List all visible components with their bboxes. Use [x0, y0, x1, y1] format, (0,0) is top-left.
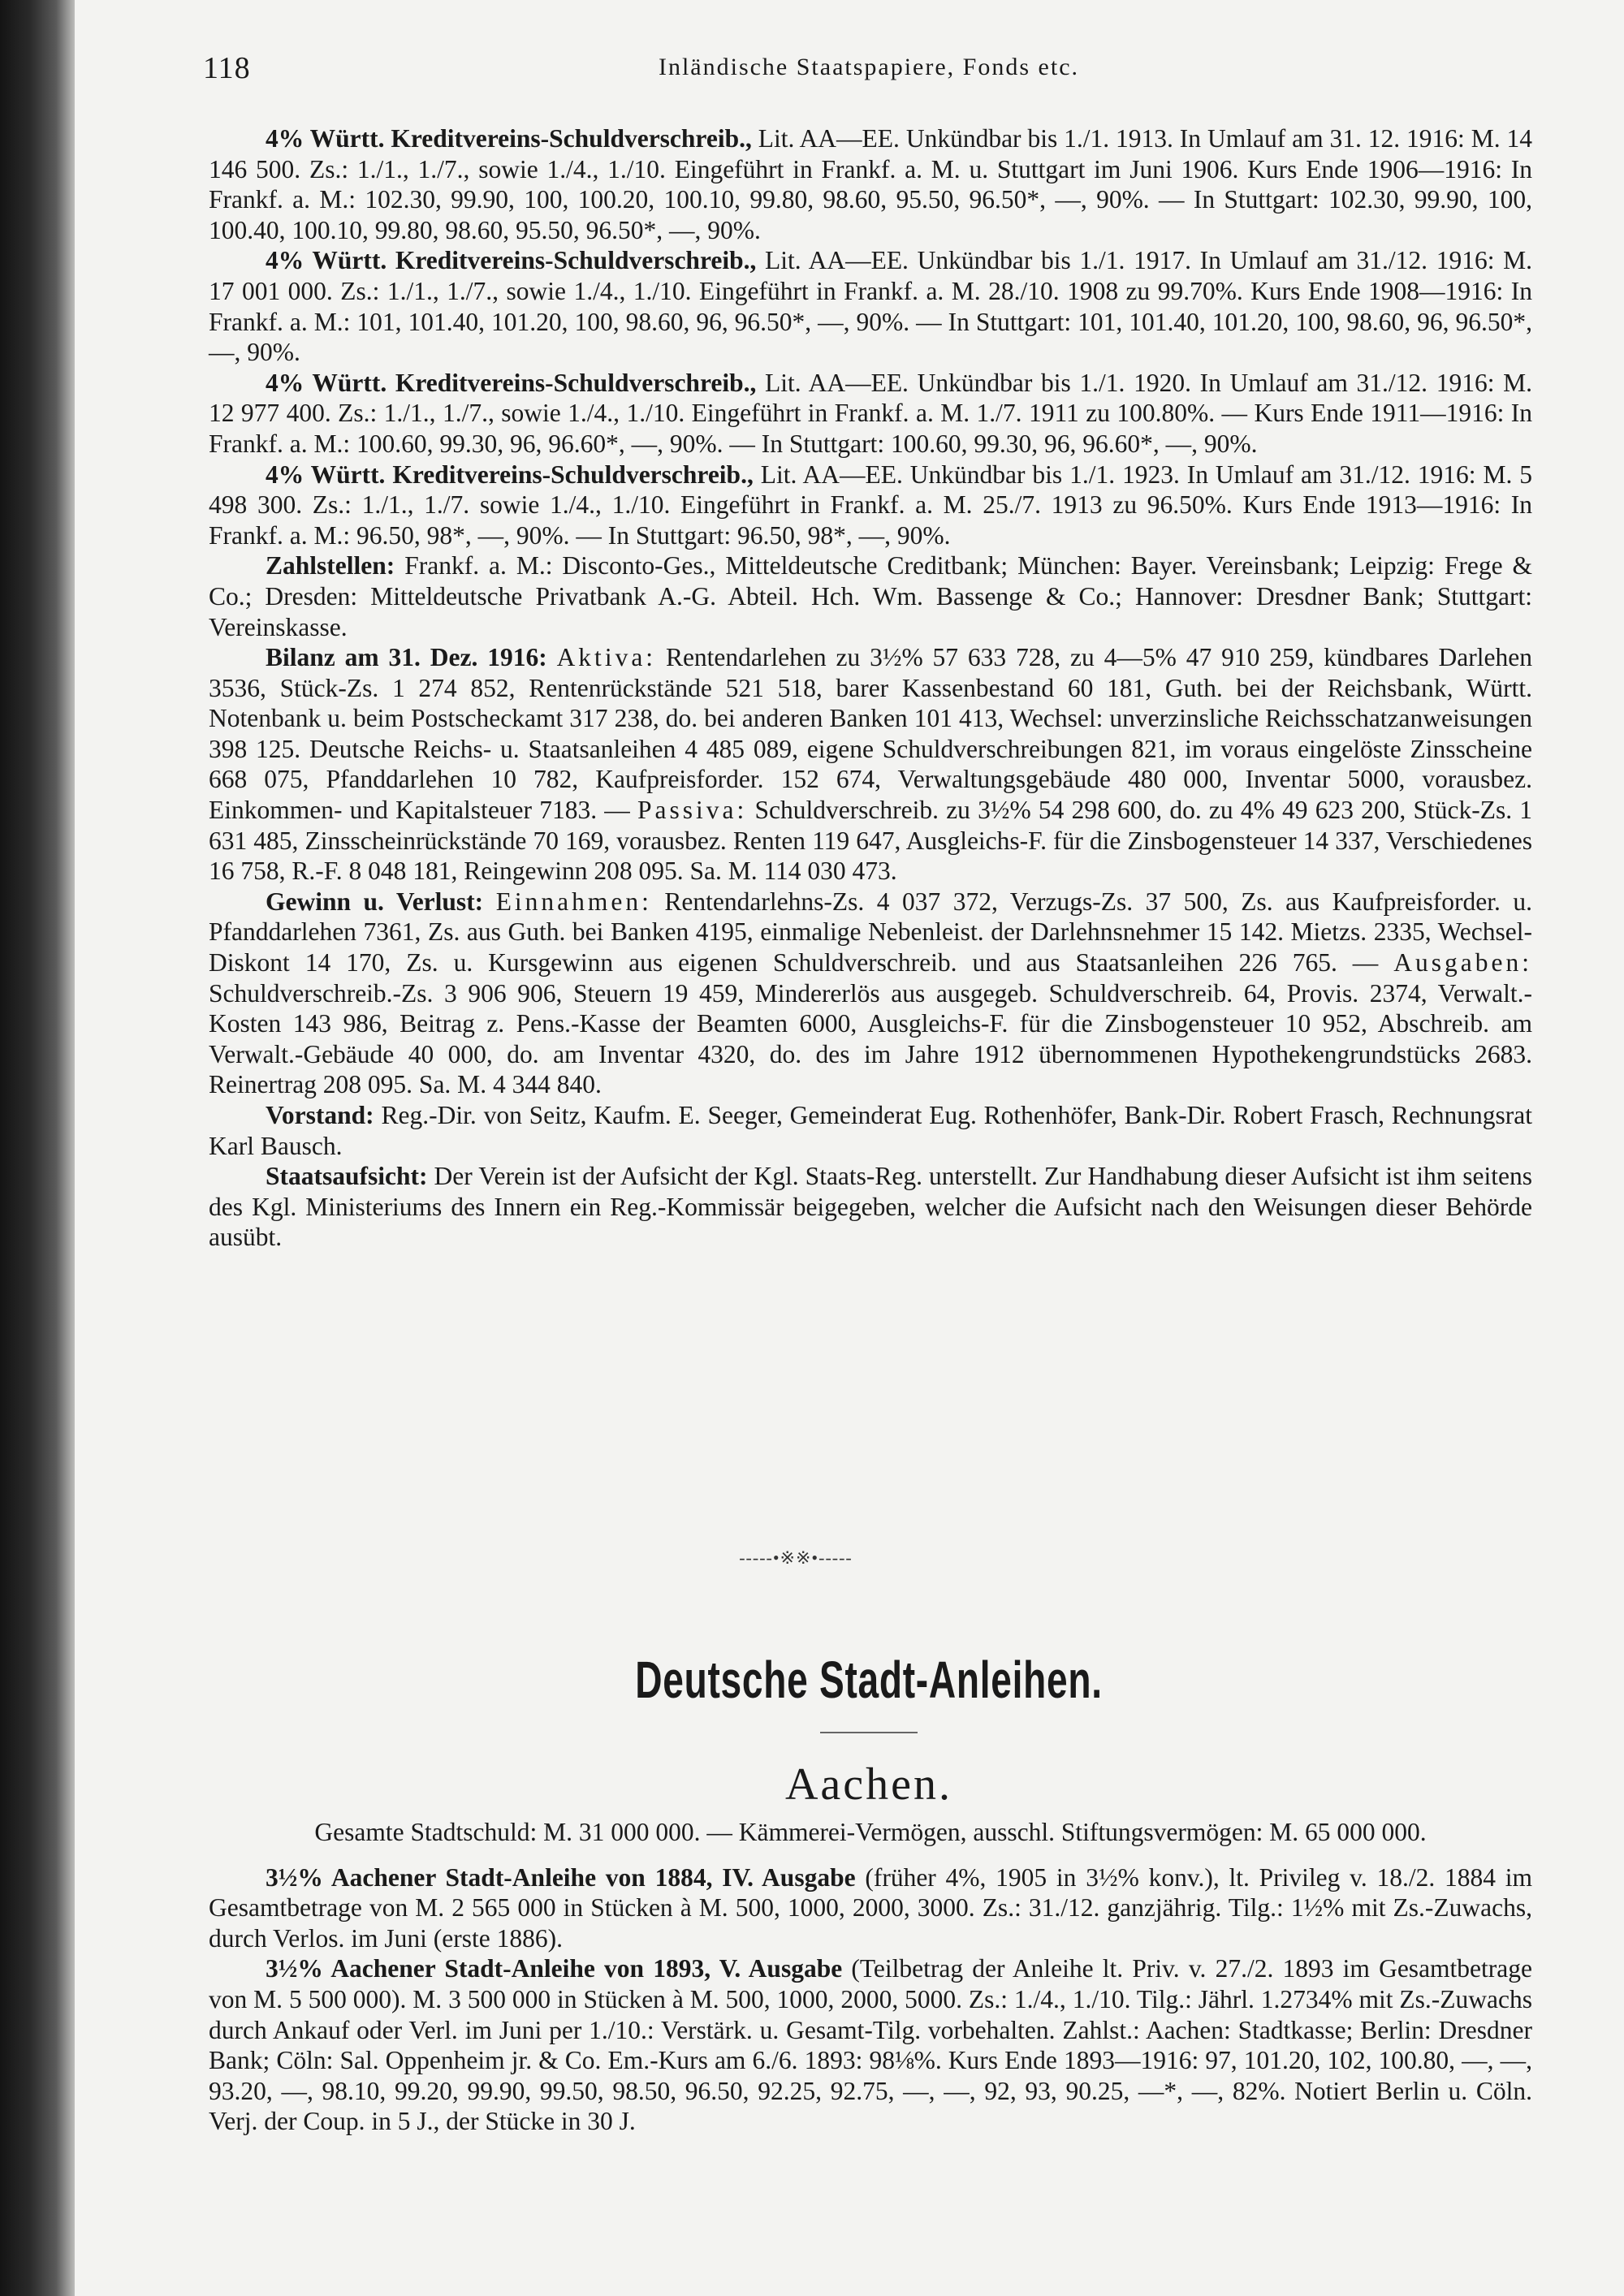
bond-entry-body: Lit. AA—EE. Unkündbar bis 1./1. 1920. In Umlauf am 31./12. 1916: M. 12 977 400. Zs.: 1./1., 1./7., sowie 1./4., 1./10. Eingeführt in Frankf. a. M. 1./7. 1911 zu 100.80%. — Kurs Ende 1911—1916: In Frankf. a. M.: 100.60, 99.30, 96, 96.60*, —, 90%. — In Stuttgart: 100.60, 99.30, 96, 96.60*, —, 90%.	[209, 368, 1532, 458]
bond-entry-title: 4% Württ. Kreditvereins-Schuldverschreib.,	[266, 460, 754, 489]
aachen-text-block	[209, 1817, 1532, 2137]
passiva-label: Passiva:	[637, 796, 748, 825]
gewinn-paragraph	[209, 887, 1532, 1100]
bond-entry-1	[209, 123, 1532, 245]
ornament-glyph: -----•※※•-----	[739, 1547, 853, 1568]
book-binding-edge	[0, 0, 75, 2296]
zahlstellen-text: Frankf. a. M.: Disconto-Ges., Mitteldeutsche Creditbank; München: Bayer. Vereinsbank; Leipzig: Frege & Co.; Dresden: Mitteldeutsche Privatbank A.-G. Abteil. Hch. Wm. Bassenge & Co.; Hannover: Dresdner Bank; Stuttgart: Vereinskasse.	[209, 551, 1533, 641]
aachen-entry-body: (früher 4%, 1905 in 3½% konv.), lt. Privileg v. 18./2. 1884 im Gesamtbetrage von M. 2 565 000 in Stücken à M. 500, 1000, 2000, 3000. Zs.: 31./12. ganzjährig. Tilg.: 1½% mit Zs.-Zuwachs, durch Verlos. im Juni (erste 1886).	[209, 1862, 1533, 1953]
page-number: 118	[203, 51, 251, 85]
einnahmen-text: Rentendarlehns-Zs. 4 037 372, Verzugs-Zs. 37 500, Zs. aus Kaufpreisforder. u. Pfanddarlehen 7361, Zs. aus Guth. bei Banken 4195, einmalige Nebenleist. der Darlehnsnehmer 15 142. Mietzs. 2335, Wechsel-Diskont 14 170, Zs. u. Kursgewinn aus eigenen Schuldverschreib. und aus Staatsanleihen 226 765. —	[209, 887, 1532, 978]
page-header	[203, 50, 1535, 91]
bilanz-paragraph	[209, 642, 1532, 887]
vorstand-text: Reg.-Dir. von Seitz, Kaufm. E. Seeger, Gemeinderat Eug. Rothenhöfer, Bank-Dir. Robert Frasch, Rechnungsrat Karl Bausch.	[209, 1101, 1533, 1160]
einnahmen-label: Einnahmen:	[495, 887, 652, 916]
aachen-entry-1	[209, 1862, 1532, 1954]
ausgaben-text: Schuldverschreib.-Zs. 3 906 906, Steuern 19 459, Mindererlös aus ausgegeb. Schuldverschreib. 64, Provis. 2374, Verwalt.-Kosten 143 986, Beitrag z. Pens.-Kasse der Beamten 6000, Ausgleichs-F. für die Zinsbogensteuer 10 952, Abschreib. am Verwalt.-Gebäude 40 000, do. am Inventar 4320, do. des im Jahre 1912 übernommenen Hypothekengrundstücks 2683. Reinertrag 208 095. Sa. M. 4 344 840.	[209, 978, 1532, 1099]
passiva-text: Schuldverschreib. zu 3½% 54 298 600, do. zu 4% 49 623 200, Stück-Zs. 1 631 485, Zinsscheinrückstände 70 169, vorausbez. Renten 119 647, Ausgleichs-F. für die Zinsbogensteuer 14 337, Verschiedenes 16 758, R.-F. 8 048 181, Reingewinn 208 095. Sa. M. 114 030 473.	[209, 796, 1533, 886]
staatsaufsicht-paragraph	[209, 1161, 1532, 1253]
aachen-entry-title: 3½% Aachener Stadt-Anleihe von 1893, V. Ausgabe	[266, 1954, 843, 1983]
aachen-entry-2	[209, 1953, 1532, 2137]
ornament-divider	[641, 1547, 950, 1569]
section-divider	[820, 1732, 918, 1733]
gewinn-label: Gewinn u. Verlust:	[266, 887, 484, 916]
section-title: Deutsche Stadt-Anleihen.	[635, 1651, 1103, 1709]
bond-entry-4	[209, 460, 1532, 551]
staatsaufsicht-label: Staatsaufsicht:	[266, 1162, 428, 1191]
aktiva-text: Rentendarlehen zu 3½% 57 633 728, zu 4—5% 47 910 259, kündbares Darlehen 3536, Stück-Zs. 1 274 852, Rentenrückstände 521 518, barer Kassenbestand 60 181, Guth. bei der Reichsbank, Württ. Notenbank u. beim Postscheckamt 317 238, do. bei anderen Banken 101 413, Wechsel: unverzinsliche Reichsschatzanweisungen 398 125. Deutsche Reichs- u. Staatsanleihen 4 485 089, eigene Schuldverschreibungen 821, im voraus eingelöste Zinsscheine 668 075, Pfanddarlehen 10 782, Kaufpreisforder. 152 674, Verwaltungsgebäude 480 000, Inventar 5000, vorausbez. Einkommen- und Kapitalsteuer 7183. —	[209, 643, 1532, 825]
bond-entry-body: Lit. AA—EE. Unkündbar bis 1./1. 1913. In Umlauf am 31. 12. 1916: M. 14 146 500. Zs.: 1./1., 1./7., sowie 1./4., 1./10. Eingeführt in Frankf. a. M. u. Stuttgart im Juni 1906. Kurs Ende 1906—1916: In Frankf. a. M.: 102.30, 99.90, 100, 100.20, 100.10, 99.80, 98.60, 95.50, 96.50*, —, 90%. — In Stuttgart: 102.30, 99.90, 100, 100.40, 100.10, 99.80, 98.60, 95.50, 96.50*, —, 90%.	[209, 124, 1532, 244]
bond-entry-title: 4% Württ. Kreditvereins-Schuldverschreib.,	[266, 124, 752, 153]
bond-entry-3	[209, 368, 1532, 460]
vorstand-label: Vorstand:	[266, 1101, 374, 1129]
staatsaufsicht-text: Der Verein ist der Aufsicht der Kgl. Staats-Reg. unterstellt. Zur Handhabung dieser Aufsicht ist ihm seitens des Kgl. Ministeriums des Innern ein Reg.-Kommissär beigegeben, welcher die Aufsicht nach den Weisungen dieser Behörde ausübt.	[209, 1162, 1532, 1252]
bond-entry-title: 4% Württ. Kreditvereins-Schuldverschreib.,	[266, 368, 757, 397]
zahlstellen-paragraph	[209, 550, 1532, 642]
bond-entry-body: Lit. AA—EE. Unkündbar bis 1./1. 1917. In Umlauf am 31./12. 1916: M. 17 001 000. Zs.: 1./1., 1./7., sowie 1./4., 1./10. Eingeführt in Frankf. a. M. 28./10. 1908 zu 99.70%. Kurs Ende 1908—1916: In Frankf. a. M.: 101, 101.40, 101.20, 100, 98.60, 96, 96.50*, —, 90%. — In Stuttgart: 101, 101.40, 101.20, 100, 98.60, 96, 96.50*, —, 90%.	[209, 246, 1532, 367]
bond-entry-title: 4% Württ. Kreditvereins-Schuldverschreib.,	[266, 246, 757, 275]
upper-text-block	[209, 123, 1532, 1253]
aachen-entry-body: (Teilbetrag der Anleihe lt. Priv. v. 27./2. 1893 im Gesamtbetrage von M. 5 500 000). M. 3 500 000 in Stücken à M. 500, 1000, 2000, 5000. Zs.: 1./4., 1./10. Tilg.: Jährl. 1.2734% mit Zs.-Zuwachs durch Ankauf oder Verl. im Juni per 1./10.: Verstärk. u. Gesamt-Tilg. vorbehalten. Zahlst.: Aachen: Stadtkasse; Berlin: Dresdner Bank; Cöln: Sal. Oppenheim jr. & Co. Em.-Kurs am 6./6. 1893: 98⅛%. Kurs Ende 1893—1916: 97, 101.20, 102, 100.80, —, —, 93.20, —, 98.10, 99.20, 99.90, 99.50, 98.50, 96.50, 92.25, 92.75, —, —, 92, 93, 90.25, —*, —, 82%. Notiert Berlin u. Cöln. Verj. der Coup. in 5 J., der Stücke in 30 J.	[209, 1954, 1532, 2136]
zahlstellen-label: Zahlstellen:	[266, 551, 395, 580]
vorstand-paragraph	[209, 1100, 1532, 1161]
aktiva-label: Aktiva:	[556, 643, 657, 672]
ausgaben-label: Ausgaben:	[1393, 948, 1533, 978]
running-head: Inländische Staatspapiere, Fonds etc.	[658, 54, 1080, 80]
bond-entry-body: Lit. AA—EE. Unkündbar bis 1./1. 1923. In Umlauf am 31./12. 1916: M. 5 498 300. Zs.: 1./1., 1./7. sowie 1./4., 1./10. Eingeführt in Frankf. a. M. 25./7. 1913 zu 96.50%. Kurs Ende 1913—1916: In Frankf. a. M.: 96.50, 98*, —, 90%. — In Stuttgart: 96.50, 98*, —, 90%.	[209, 460, 1532, 550]
city-summary: Gesamte Stadtschuld: M. 31 000 000. — Kämmerei-Vermögen, ausschl. Stiftungsvermögen: M. 65 000 000.	[314, 1818, 1427, 1846]
city-heading: Aachen.	[784, 1759, 952, 1810]
aachen-entry-title: 3½% Aachener Stadt-Anleihe von 1884, IV. Ausgabe	[266, 1862, 856, 1892]
bond-entry-2	[209, 245, 1532, 367]
bilanz-label: Bilanz am 31. Dez. 1916:	[266, 643, 547, 672]
